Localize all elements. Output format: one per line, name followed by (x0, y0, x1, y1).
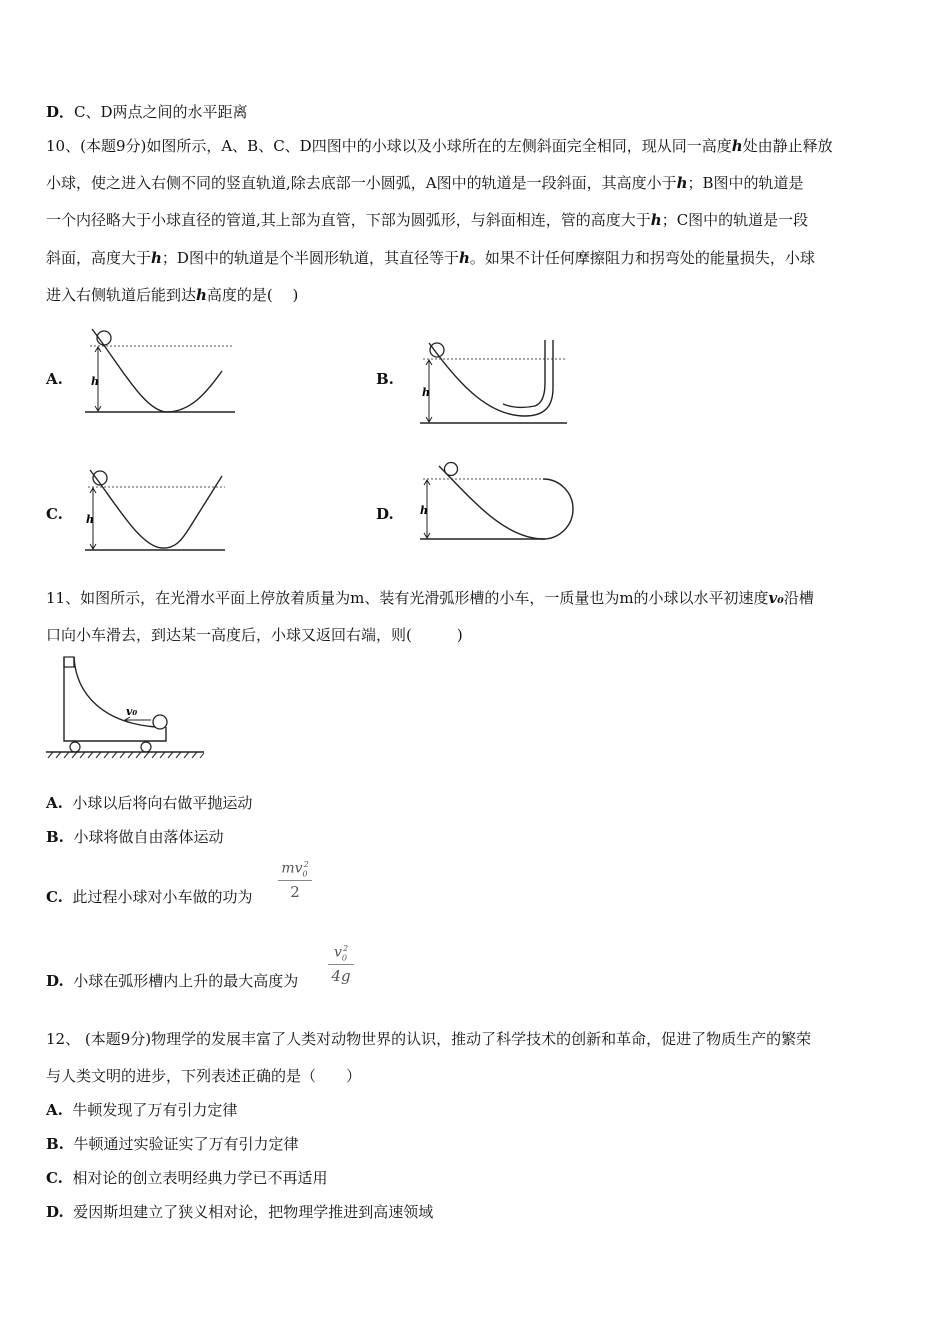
question-number: 12、 (46, 1030, 81, 1048)
option-text: 牛顿通过实验证实了万有引力定律 (73, 1135, 299, 1153)
text: 沿槽 (783, 589, 814, 607)
tube-inner (503, 340, 545, 407)
option-label: C. (46, 888, 63, 906)
q12-option-a[interactable] (46, 1099, 237, 1121)
q11-option-d[interactable] (46, 970, 298, 992)
ball (153, 715, 167, 729)
text: 口向小车滑去，到达某一高度后，小球又返回右端，则( ) (46, 626, 463, 644)
numerator: mv (281, 860, 303, 877)
question-number: 10、 (46, 137, 81, 155)
q10-line-1 (46, 135, 833, 157)
fraction-work (278, 860, 312, 901)
option-label: A. (46, 794, 63, 812)
tube-outer (429, 340, 553, 416)
subscript: 0 (302, 869, 308, 879)
q10-option-b-label[interactable]: B. (376, 370, 394, 388)
text: 小球，使之进入右侧不同的竖直轨道,除去底部一小圆弧，A图中的轨道是一段斜面，其高度小于 (46, 174, 677, 192)
q11-line-2 (46, 624, 463, 646)
fraction-height (328, 944, 354, 985)
text: 处由静止释放 (742, 137, 833, 155)
h-symbol: h (151, 249, 162, 267)
option-label: D. (46, 972, 64, 990)
text: (本题9分)物理学的发展丰富了人类对动物世界的认识，推动了科学技术的创新和革命，促进了物质生产的繁荣 (80, 1030, 812, 1048)
question-number: 11、 (46, 589, 81, 607)
h-label: h (420, 504, 428, 517)
q10-figure-b (415, 338, 575, 428)
text: ；C图中的轨道是一段 (661, 211, 809, 229)
q10-option-c-label[interactable]: C. (46, 505, 63, 523)
text: ；B图中的轨道是 (687, 174, 804, 192)
q11-option-a[interactable] (46, 792, 252, 814)
slope-track (439, 466, 543, 539)
option-text: 小球在弧形槽内上升的最大高度为 (73, 972, 299, 990)
q11-line-1 (46, 587, 814, 609)
text: 斜面，高度大于 (46, 249, 152, 267)
option-label: B. (46, 1135, 64, 1153)
option-label: B. (46, 828, 64, 846)
semicircle-track (543, 479, 573, 539)
h-symbol: h (731, 137, 743, 155)
q12-option-d[interactable] (46, 1201, 433, 1223)
arc-groove (74, 657, 156, 727)
h-label: h (91, 375, 99, 388)
q12-line-2 (46, 1065, 361, 1087)
q11-option-c[interactable] (46, 886, 252, 908)
text: 高度的是( ) (206, 286, 299, 304)
fraction-bar (328, 964, 354, 965)
q10-line-5 (46, 284, 298, 306)
fraction-bar (278, 880, 312, 881)
text: 与人类文明的进步，下列表述正确的是（ ） (46, 1067, 362, 1085)
option-text: 小球将做自由落体运动 (73, 828, 224, 846)
superscript: 2 (342, 944, 349, 953)
track (90, 470, 222, 548)
h-symbol: h (650, 211, 662, 229)
v0-label: v₀ (126, 705, 138, 718)
prev-option-d (46, 101, 248, 123)
q11-cart-figure (44, 655, 209, 760)
q10-figure-a (80, 325, 240, 420)
cart-body (64, 657, 166, 741)
text: (本题9分)如图所示，A、B、C、D四图中的小球以及小球所在的左侧斜面完全相同，现从同一高度 (80, 137, 732, 155)
ground-hatching (48, 752, 204, 758)
q12-line-1 (46, 1028, 811, 1050)
wheel-right (141, 742, 151, 752)
q10-line-4 (46, 247, 815, 269)
option-label: D． (46, 103, 75, 121)
option-label: C. (46, 1169, 63, 1187)
option-text: 牛顿发现了万有引力定律 (72, 1101, 238, 1119)
option-text: 相对论的创立表明经典力学已不再适用 (72, 1169, 328, 1187)
q12-option-b[interactable] (46, 1133, 298, 1155)
h-symbol: h (458, 249, 470, 267)
numerator: v (333, 944, 342, 961)
q12-option-c[interactable] (46, 1167, 327, 1189)
text: 进入右侧轨道后能到达 (46, 286, 197, 304)
text: 一个内径略大于小球直径的管道,其上部为直管，下部为圆弧形，与斜面相连，管的高度大于 (46, 211, 651, 229)
q10-figure-c (80, 462, 240, 557)
h-label: h (86, 513, 94, 526)
option-label: D. (46, 1203, 64, 1221)
superscript: 2 (303, 860, 309, 869)
q10-line-2 (46, 172, 804, 194)
q10-figure-d (415, 458, 585, 548)
text: 如图所示，在光滑水平面上停放着质量为m、装有光滑弧形槽的小车，一质量也为m的小球以水平初速度 (80, 589, 769, 607)
denominator: 4g (331, 967, 351, 986)
h-symbol: h (676, 174, 688, 192)
option-text: 爱因斯坦建立了狭义相对论，把物理学推进到高速领域 (73, 1203, 434, 1221)
option-text: 此过程小球对小车做的功为 (72, 888, 253, 906)
q11-option-b[interactable] (46, 826, 223, 848)
ball (430, 343, 444, 357)
subscript: 0 (341, 953, 347, 963)
q10-option-d-label[interactable]: D. (376, 505, 394, 523)
track (92, 329, 222, 412)
q10-option-a-label[interactable]: A. (46, 370, 63, 388)
h-symbol: h (196, 286, 207, 304)
v0-symbol: v₀ (768, 589, 784, 607)
option-label: A. (46, 1101, 63, 1119)
option-text: 小球以后将向右做平抛运动 (72, 794, 253, 812)
text: 。如果不计任何摩擦阻力和拐弯处的能量损失，小球 (469, 249, 815, 267)
option-text: C、D两点之间的水平距离 (74, 103, 248, 121)
h-label: h (422, 386, 430, 399)
q10-line-3 (46, 209, 808, 231)
denominator: 2 (290, 883, 300, 902)
wheel-left (70, 742, 80, 752)
text: ；D图中的轨道是个半圆形轨道，其直径等于 (161, 249, 459, 267)
